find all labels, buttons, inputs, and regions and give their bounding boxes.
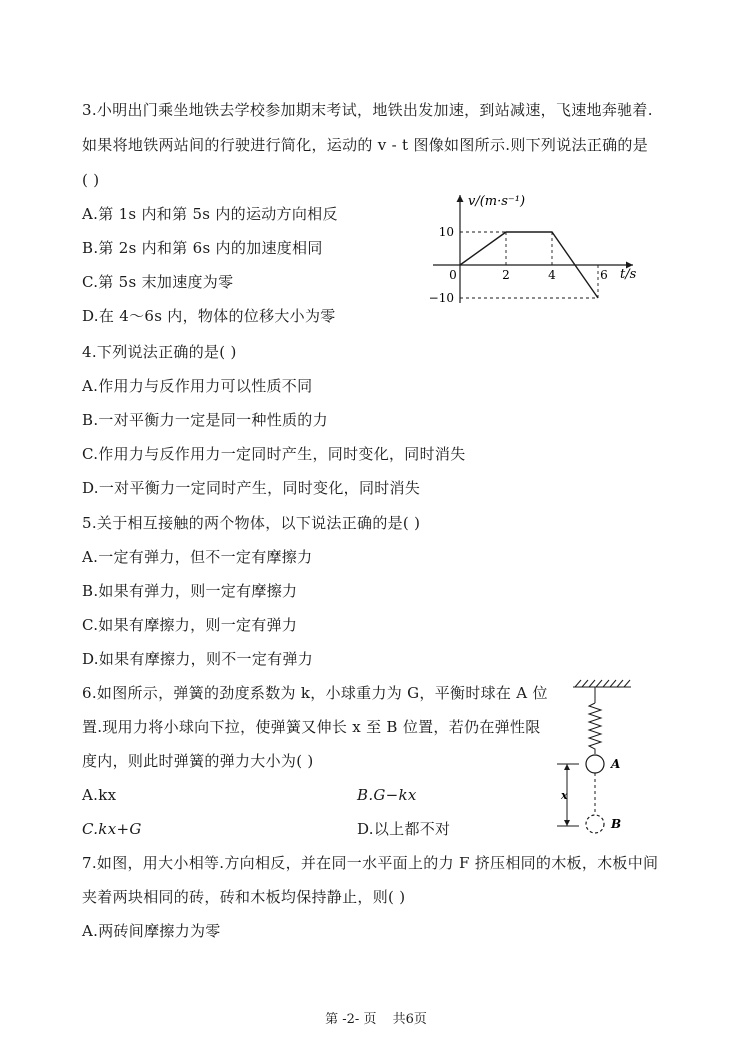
page-number: 第 -2- 页 bbox=[325, 1012, 377, 1027]
q6-option-b: B.G−kx bbox=[357, 786, 417, 804]
y-tick-label: 10 bbox=[438, 225, 454, 239]
q5-option-c: C.如果有摩擦力，则一定有弹力 bbox=[82, 616, 298, 634]
q4-stem: 4.下列说法正确的是( ) bbox=[82, 343, 237, 361]
x-tick-label: 2 bbox=[502, 268, 510, 282]
q5-stem: 5.关于相互接触的两个物体，以下说法正确的是( ) bbox=[82, 514, 421, 532]
ball-b bbox=[586, 815, 604, 833]
q3-stem-line1: 3.小明出门乘坐地铁去学校参加期末考试，地铁出发加速，到站减速，飞速地奔驰着. bbox=[82, 101, 653, 119]
q3-option-a: A.第 1s 内和第 5s 内的运动方向相反 bbox=[82, 205, 338, 223]
q5-option-b: B.如果有弹力，则一定有摩擦力 bbox=[82, 582, 298, 600]
q5-option-a: A.一定有弹力，但不一定有摩擦力 bbox=[82, 548, 313, 566]
q6-option-d: D.以上都不对 bbox=[357, 820, 451, 838]
label-a: A bbox=[611, 757, 621, 771]
q3-option-b: B.第 2s 内和第 6s 内的加速度相同 bbox=[82, 239, 323, 257]
x-tick-label: 0 bbox=[449, 268, 457, 282]
page-total: 共6页 bbox=[392, 1012, 427, 1027]
x-tick-label: 6 bbox=[600, 268, 608, 282]
y-tick-label: −10 bbox=[428, 291, 454, 305]
q7-stem-line2: 夹着两块相同的砖，砖和木板均保持静止，则( ) bbox=[82, 888, 406, 906]
x-axis-label: t/s bbox=[620, 267, 637, 282]
q3-option-d: D.在 4～6s 内，物体的位移大小为零 bbox=[82, 307, 336, 325]
label-x: x bbox=[561, 789, 568, 802]
q7-stem-line1: 7.如图，用大小相等.方向相反，并在同一水平面上的力 F 挤压相同的木板，木板中间 bbox=[82, 854, 659, 872]
label-b: B bbox=[611, 817, 622, 831]
q6-stem-line1: 6.如图所示，弹簧的劲度系数为 k，小球重力为 G，平衡时球在 A 位 bbox=[82, 684, 548, 702]
q4-option-d: D.一对平衡力一定同时产生，同时变化，同时消失 bbox=[82, 479, 421, 497]
q4-option-b: B.一对平衡力一定是同一种性质的力 bbox=[82, 411, 328, 429]
q3-stem-line3: ( ) bbox=[82, 171, 100, 189]
q3-option-c: C.第 5s 末加速度为零 bbox=[82, 273, 234, 291]
x-tick-label: 4 bbox=[548, 268, 556, 282]
q4-option-a: A.作用力与反作用力可以性质不同 bbox=[82, 377, 313, 395]
q3-stem-line2: 如果将地铁两站间的行驶进行简化，运动的 v - t 图像如图所示.则下列说法正确的是 bbox=[82, 136, 649, 154]
ceiling-hatch bbox=[573, 680, 631, 687]
q6-stem-line3: 度内，则此时弹簧的弹力大小为( ) bbox=[82, 752, 314, 770]
q7-option-a: A.两砖间摩擦力为零 bbox=[82, 922, 221, 940]
page-footer bbox=[0, 1008, 752, 1027]
q6-option-c: C.kx+G bbox=[82, 820, 142, 838]
q6-option-a: A.kx bbox=[82, 786, 117, 804]
q4-option-c: C.作用力与反作用力一定同时产生，同时变化，同时消失 bbox=[82, 445, 466, 463]
ball-a bbox=[586, 755, 604, 773]
y-axis-label: v/(m·s⁻¹) bbox=[468, 194, 526, 209]
vt-graph bbox=[415, 185, 655, 310]
q6-stem-line2: 置.现用力将小球向下拉，使弹簧又伸长 x 至 B 位置，若仍在弹性限 bbox=[82, 718, 541, 736]
spring-coil bbox=[589, 703, 601, 754]
spring-figure bbox=[545, 675, 645, 840]
q5-option-d: D.如果有摩擦力，则不一定有弹力 bbox=[82, 650, 314, 668]
